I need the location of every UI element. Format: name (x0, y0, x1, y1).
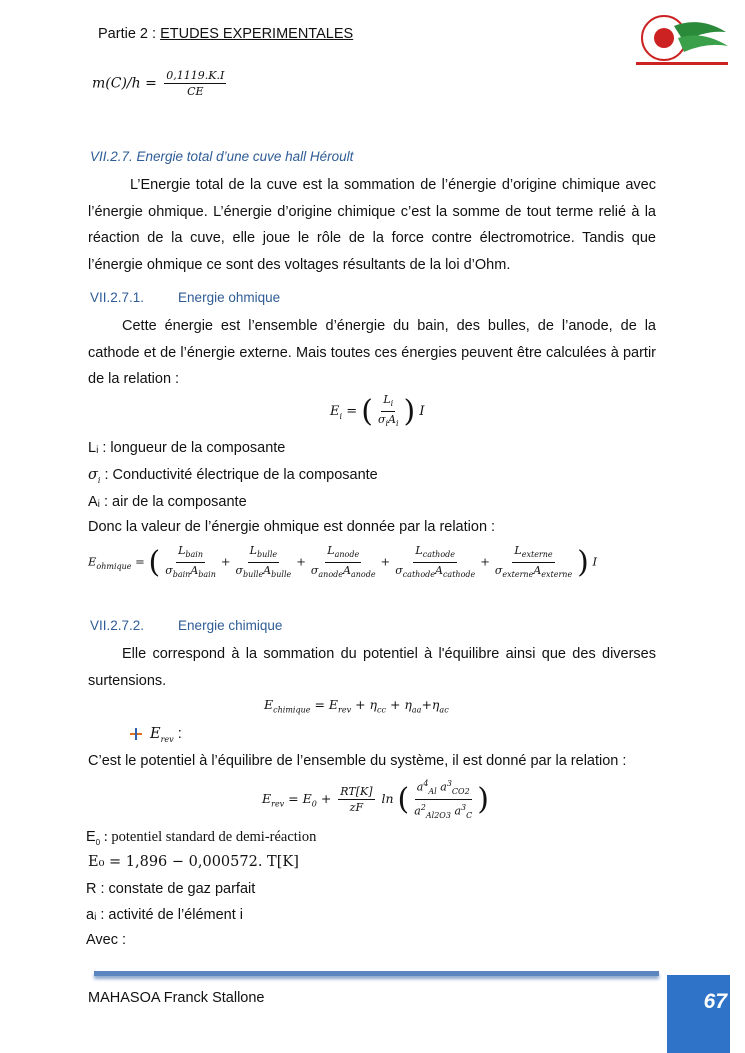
definition-li: Lᵢ : longueur de la composante (88, 440, 286, 456)
equation-erev: $E_{rev} = E_0$ + $\frac{RT[K]}{zF}$ ln ( $\frac{a^4_{Al} a^3_{CO2}}{a^2_{Al2O3} a^3_C}$ ) (262, 776, 489, 823)
section-heading-7272: VII.2.7.2. Energie chimique (90, 618, 283, 633)
bullet-plus-icon (130, 728, 142, 740)
paragraph-energie-total: L’Energie total de la cuve est la sommation de l’énergie d’origine chimique avec l’énergie ohmique. L’énergie d’origine chimique c’est la somme de tout terme relié à la réaction de la cuve, elle joue le rôle de la force contre électromotrice. Tandis que l’énergie ohmique ce sont des voltages résultants de la loi d’Ohm. (88, 177, 656, 273)
equation-e-ohmique: $E_{ohmique}$ = ( $\frac{L_{bain}}{\sigma_{bain}A_{bain}}$ + $\frac{L_{bulle}}{\sigma_{bulle}A_{bulle}}$ + $\frac{L_{anode}}{\sigma_{anode}A_{anode}}$ + $\frac{L_{cathode}}{\sigma_{cathode}A_{cathode}}$ + $\frac{L_{externe}}{\sigma_{externe}A_{externe}}$ ) I (88, 544, 598, 581)
institution-logo (630, 12, 734, 74)
erev-bullet: $E_{rev}$ : (150, 726, 182, 744)
paragraph-energie-ohmique: Cette énergie est l’ensemble d’énergie du bain, des bulles, de l’anode, de la cathode et de l’énergie externe. Mais toutes ces énergies peuvent être calculées à partir de la relation : (88, 318, 656, 387)
definition-r: R : constate de gaz parfait (86, 881, 256, 897)
definition-ai-activity: aᵢ : activité de l’élément i (86, 907, 244, 923)
page-number-box (667, 975, 730, 1053)
definition-sigma: $\sigma_i$ : Conductivité électrique de la composante (88, 467, 378, 485)
header-title: ETUDES EXPERIMENTALES (160, 26, 354, 42)
footer-author: MAHASOA Franck Stallone (88, 990, 265, 1006)
footer-divider (94, 971, 659, 976)
page-header: Partie 2 : ETUDES EXPERIMENTALES (98, 26, 354, 42)
definition-e0: $E_0$ : potentiel standard de demi-réaction (86, 829, 317, 847)
paragraph-erev: C’est le potentiel à l’équilibre de l’ensemble du système, il est donné par la relation : (88, 753, 627, 769)
donc-text: Donc la valeur de l’énergie ohmique est donnée par la relation : (88, 519, 496, 535)
equation-e-chimique: $E_{chimique} = E_{rev} + \eta_{cc} + \eta_{aa}+\eta_{ac}$ (264, 697, 449, 715)
paragraph-energie-chimique: Elle correspond à la sommation du potentiel à l'équilibre ainsi que des diverses surtensions. (88, 646, 656, 689)
page-number: 67 (703, 990, 727, 1013)
avec-text: Avec : (86, 932, 127, 948)
equation-ei: $E_i$ = ( $\frac{L_i}{\sigma_iA_i}$ ) I (330, 393, 425, 430)
section-heading-727: VII.2.7. Energie total d’une cuve hall Héroult (90, 149, 354, 164)
section-heading-7271: VII.2.7.1. Energie ohmique (90, 290, 281, 305)
definition-ai: Aᵢ : air de la composante (88, 494, 247, 510)
equation-mc: m(C)/h = $\frac{0,1119.K.I}{CE}$ (92, 69, 225, 98)
equation-e0: E₀ = 1,896 − 0,000572. T[K] (88, 854, 299, 870)
